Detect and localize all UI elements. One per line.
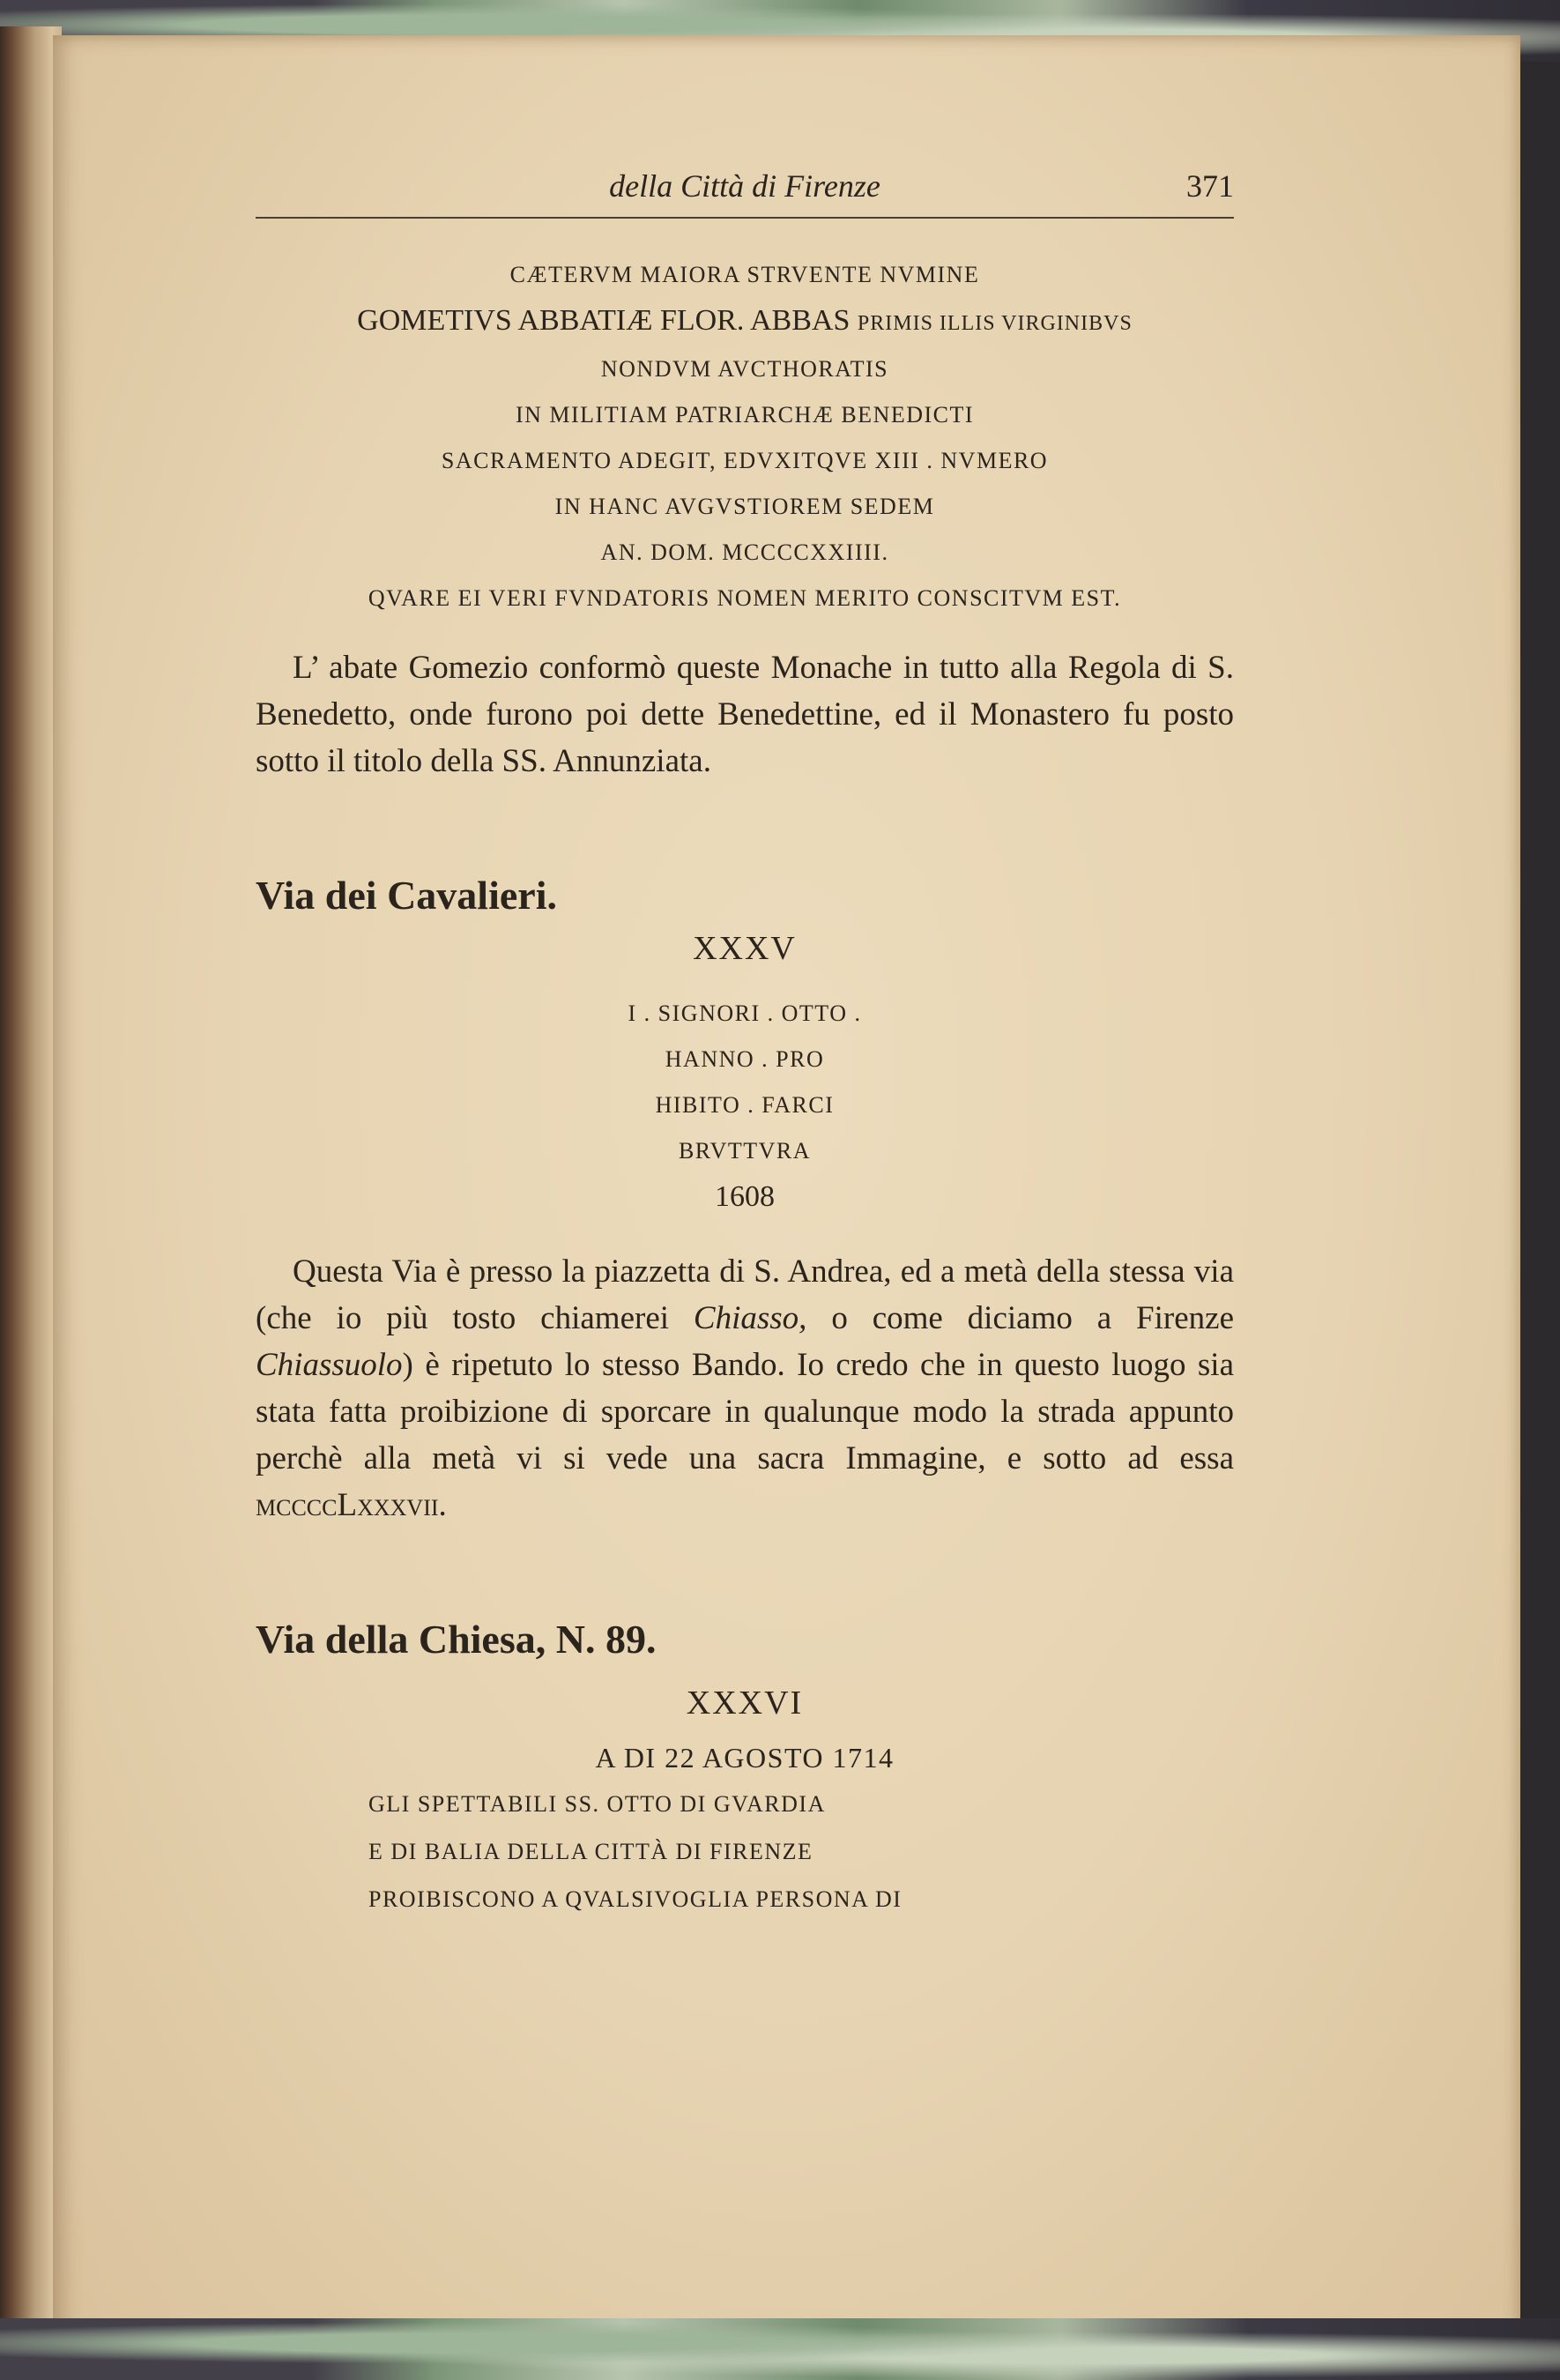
paragraph-cavalieri bbox=[256, 1248, 1234, 1528]
inscription-3 bbox=[256, 1781, 1234, 1923]
inscription-line: GLI SPETTABILI SS. OTTO DI GVARDIA bbox=[368, 1791, 826, 1817]
page-number: 371 bbox=[1186, 168, 1234, 204]
inscription-date-line: A DI 22 AGOSTO 1714 bbox=[595, 1742, 895, 1774]
inscription-line: AN. DOM. MCCCCXXIIII. bbox=[600, 539, 889, 565]
inscription-line: CÆTERVM MAIORA STRVENTE NVMINE bbox=[509, 262, 980, 287]
italic-term: Chiasso, bbox=[693, 1300, 807, 1336]
paragraph-gomezio bbox=[256, 644, 1234, 785]
section-number-xxxv: XXXV bbox=[693, 930, 797, 967]
book-page bbox=[53, 35, 1520, 2340]
running-head bbox=[256, 167, 1234, 219]
paragraph-gomezio-text: L’ abate Gomezio conformò queste Monache in tutto alla Regola di S. Benedetto, onde furono poi dette Benedettine, ed il Monastero fu posto sotto il titolo della SS. Annunziata. bbox=[256, 650, 1234, 779]
section-title-via-della-chiesa: Via della Chiesa, N. 89. bbox=[256, 1617, 657, 1662]
page-content bbox=[256, 167, 1234, 1923]
marbled-endpaper-bottom bbox=[0, 2318, 1560, 2380]
inscription-line-main-part2: PRIMIS ILLIS VIRGINIBVS bbox=[857, 312, 1133, 335]
inscription-line: HIBITO . FARCI bbox=[655, 1092, 835, 1118]
inscription-line: SACRAMENTO ADEGIT, EDVXITQVE XIII . NVMERO bbox=[441, 448, 1049, 473]
inscription-line: IN MILITIAM PATRIARCHÆ BENEDICTI bbox=[515, 402, 975, 428]
inscription-1 bbox=[256, 252, 1234, 621]
inscription-line: NONDVM AVCTHORATIS bbox=[600, 356, 889, 382]
section-title-via-dei-cavalieri: Via dei Cavalieri. bbox=[256, 873, 557, 918]
inscription-line-main bbox=[256, 298, 1234, 346]
inscription-line: QVARE EI VERI FVNDATORIS NOMEN MERITO CONSCITVM EST. bbox=[368, 585, 1122, 611]
paragraph-text: o come diciamo a Firenze bbox=[831, 1300, 1234, 1336]
inscription-2 bbox=[256, 991, 1234, 1174]
inscription-line: BRVTTVRA bbox=[678, 1138, 812, 1164]
italic-term: Chiassuolo bbox=[256, 1347, 403, 1383]
inscription-year: 1608 bbox=[715, 1180, 775, 1213]
running-head-title: della Città di Firenze bbox=[609, 168, 880, 204]
roman-date: mccccLxxxvii. bbox=[256, 1487, 447, 1523]
inscription-line: PROIBISCONO A QVALSIVOGLIA PERSONA DI bbox=[368, 1886, 903, 1912]
inscription-line: IN HANC AVGVSTIOREM SEDEM bbox=[554, 494, 935, 519]
inscription-line-main-part1: GOMETIVS ABBATIÆ FLOR. ABBAS bbox=[357, 304, 851, 337]
section-number-xxxvi: XXXVI bbox=[686, 1685, 804, 1722]
paragraph-text: Questa Via è presso la piazzetta di S. Andrea, ed a metà della stessa via (che io più tosto chiamerei bbox=[256, 1253, 1234, 1336]
inscription-line: HANNO . PRO bbox=[665, 1046, 825, 1072]
inscription-line: E DI BALIA DELLA CITTÀ DI FIRENZE bbox=[368, 1839, 813, 1864]
inscription-line: I . SIGNORI . OTTO . bbox=[628, 1000, 862, 1026]
paragraph-text: ) è ripetuto lo stesso Bando. Io credo che in questo luogo sia stata fatta proibizione di sporcare in qualunque modo la strada appunto perchè alla metà vi si vede una sacra Immagine, e sotto ad essa bbox=[256, 1347, 1234, 1476]
inscription-3-date bbox=[256, 1735, 1234, 1781]
